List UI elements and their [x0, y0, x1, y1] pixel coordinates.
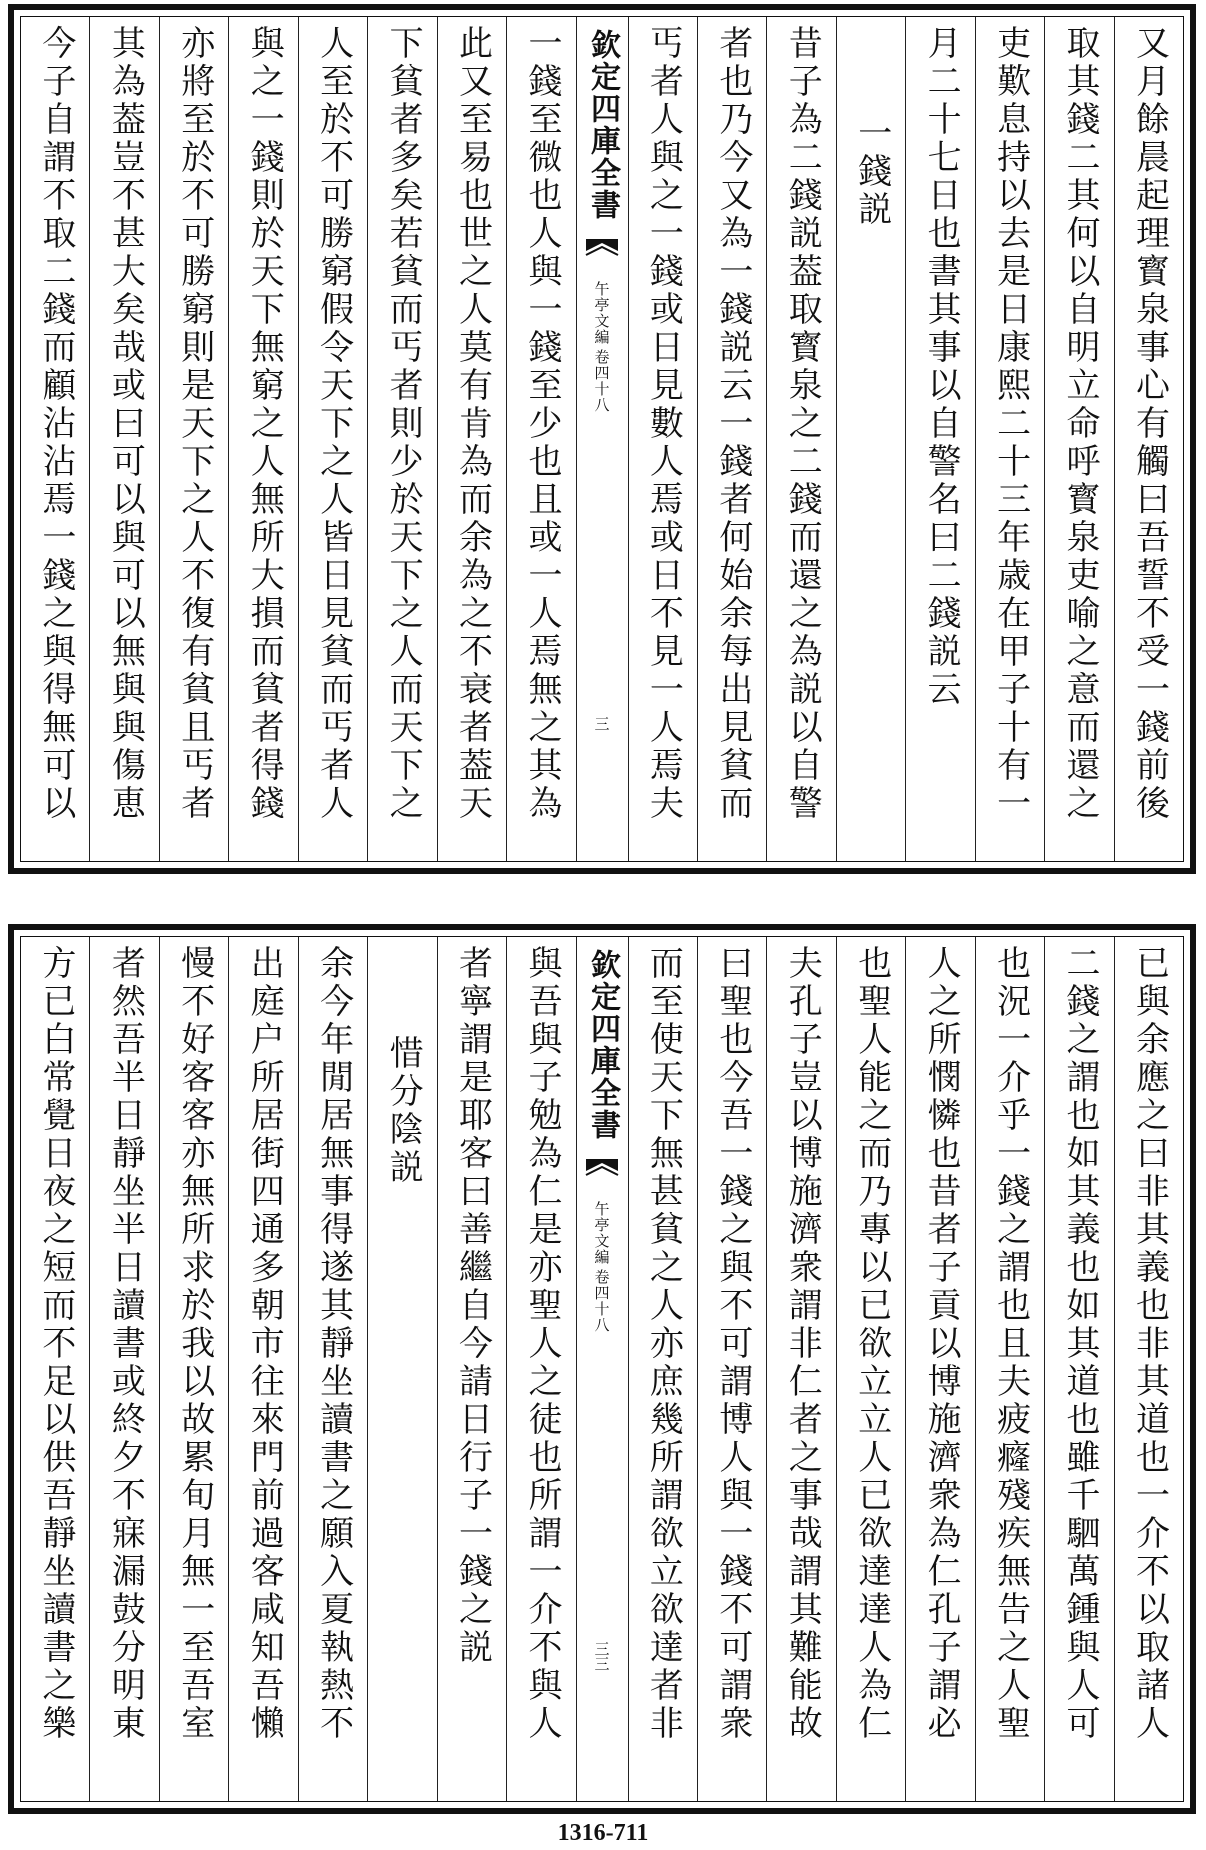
text-column: [506, 17, 575, 861]
column-text: 者也乃今又為一錢説云一錢者何始余每出見貧而: [712, 25, 753, 823]
column-text: 而至使天下無甚貧之人亦庶幾所謂欲立欲達者非: [643, 945, 684, 1743]
text-column: [437, 937, 506, 1801]
text-column: [766, 937, 835, 1801]
column-text: 者寧謂是耶客曰善繼自今請日行子一錢之説: [452, 945, 493, 1667]
column-text: 亦將至於不可勝窮則是天下之人不復有貧且丐者: [174, 25, 215, 823]
text-column: [89, 937, 158, 1801]
fish-tail-icon: [584, 235, 620, 271]
text-column: [1114, 17, 1183, 861]
column-text: 丐者人與之一錢或日見數人焉或日不見一人焉夫: [643, 25, 684, 823]
text-column: [228, 17, 297, 861]
column-text: 已與余應之曰非其義也非其道也一介不以取諸人: [1129, 945, 1170, 1743]
text-column: [905, 937, 974, 1801]
text-column: [506, 937, 575, 1801]
essay-title: 一錢説: [851, 115, 892, 229]
text-column: [298, 17, 367, 861]
text-column: [905, 17, 974, 861]
text-column: [89, 17, 158, 861]
text-column: [836, 937, 905, 1801]
column-text: 吏歎息持以去是日康熙二十三年歳在甲子十有一: [990, 25, 1031, 823]
column-text: 人之所憫憐也昔者子貢以博施濟衆為仁孔子謂必: [921, 945, 962, 1743]
column-text: 也況一介乎一錢之謂也且夫疲癃殘疾無告之人聖: [990, 945, 1031, 1743]
column-text: 方已白常覺日夜之短而不足以供吾靜坐讀書之樂: [35, 945, 76, 1743]
text-column: [975, 937, 1044, 1801]
column-text: 夫孔子豈以博施濟衆謂非仁者之事哉謂其難能故: [782, 945, 823, 1743]
text-column: [21, 17, 89, 861]
essay-title: 惜分陰説: [383, 1035, 424, 1187]
column-text: 與之一錢則於天下無窮之人無所大損而貧者得錢: [244, 25, 285, 823]
gutter-title: 欽定四庫全書: [585, 29, 620, 221]
gutter-juan: 卷四十八: [592, 1269, 611, 1333]
column-text: 曰聖也今吾一錢之與不可謂博人與一錢不可謂衆: [712, 945, 753, 1743]
center-gutter: [576, 937, 628, 1801]
gutter-title: 欽定四庫全書: [585, 949, 620, 1141]
top-page-columns: [20, 16, 1184, 862]
column-text: 月二十七日也書其事以自警名曰二錢説云: [921, 25, 962, 709]
text-column: [228, 937, 297, 1801]
gutter-book-name: 午亭文編: [592, 1201, 611, 1265]
column-text: 下貧者多矣若貧而丐者則少於天下之人而天下之: [383, 25, 424, 823]
text-column: [21, 937, 89, 1801]
text-column: [697, 937, 766, 1801]
text-column: [628, 937, 697, 1801]
text-column: [1114, 937, 1183, 1801]
text-column: [697, 17, 766, 861]
text-column: [766, 17, 835, 861]
text-column: [367, 937, 436, 1801]
text-column: [975, 17, 1044, 861]
text-column: [1044, 17, 1113, 861]
column-text: 其為葢豈不甚大矣哉或曰可以與可以無與與傷恵: [105, 25, 146, 823]
top-page-panel: [8, 4, 1196, 874]
text-column: [1044, 937, 1113, 1801]
bottom-page-columns: [20, 936, 1184, 1802]
text-column: [437, 17, 506, 861]
column-text: 與吾與子勉為仁是亦聖人之徒也所謂一介不與人: [521, 945, 562, 1743]
gutter-book-name: 午亭文編: [592, 281, 611, 345]
column-text: 又月餘晨起理寳泉事心有觸曰吾誓不受一錢前後: [1129, 25, 1170, 823]
gutter-page-number: 三: [592, 716, 611, 731]
column-text: 者然吾半日靜坐半日讀書或終夕不寐漏鼓分明東: [105, 945, 146, 1743]
column-text: 一錢至微也人與一錢至少也且或一人焉無之其為: [521, 25, 562, 823]
text-column: [628, 17, 697, 861]
column-text: 二錢之謂也如其義也如其道也雖千駟萬鍾與人可: [1060, 945, 1101, 1743]
column-text: 也聖人能之而乃專以已欲立立人已欲達達人為仁: [851, 945, 892, 1743]
column-text: 此又至易也世之人莫有肯為而余為之不衰者葢天: [452, 25, 493, 823]
text-column: [159, 17, 228, 861]
text-column: [836, 17, 905, 861]
column-text: 昔子為二錢説葢取寳泉之二錢而還之為説以自警: [782, 25, 823, 823]
center-gutter: [576, 17, 628, 861]
bottom-page-panel: [8, 924, 1196, 1814]
column-text: 今子自謂不取二錢而顧沾沾焉一錢之與得無可以: [35, 25, 76, 823]
column-text: 取其錢二其何以自明立命呼寳泉吏喻之意而還之: [1060, 25, 1101, 823]
column-text: 出庭户所居街四通多朝市往來門前過客咸知吾懶: [244, 945, 285, 1743]
fish-tail-icon: [584, 1155, 620, 1191]
text-column: [159, 937, 228, 1801]
text-column: [298, 937, 367, 1801]
column-text: 慢不好客客亦無所求於我以故累旬月無一至吾室: [174, 945, 215, 1743]
text-column: [367, 17, 436, 861]
page-footer-number: 1316-711: [557, 1820, 649, 1846]
column-text: 余今年閒居無事得遂其靜坐讀書之願入夏執熱不: [313, 945, 354, 1743]
gutter-page-number: 三三: [592, 1641, 611, 1671]
column-text: 人至於不可勝窮假令天下之人皆日見貧而丐者人: [313, 25, 354, 823]
gutter-juan: 卷四十八: [592, 349, 611, 413]
